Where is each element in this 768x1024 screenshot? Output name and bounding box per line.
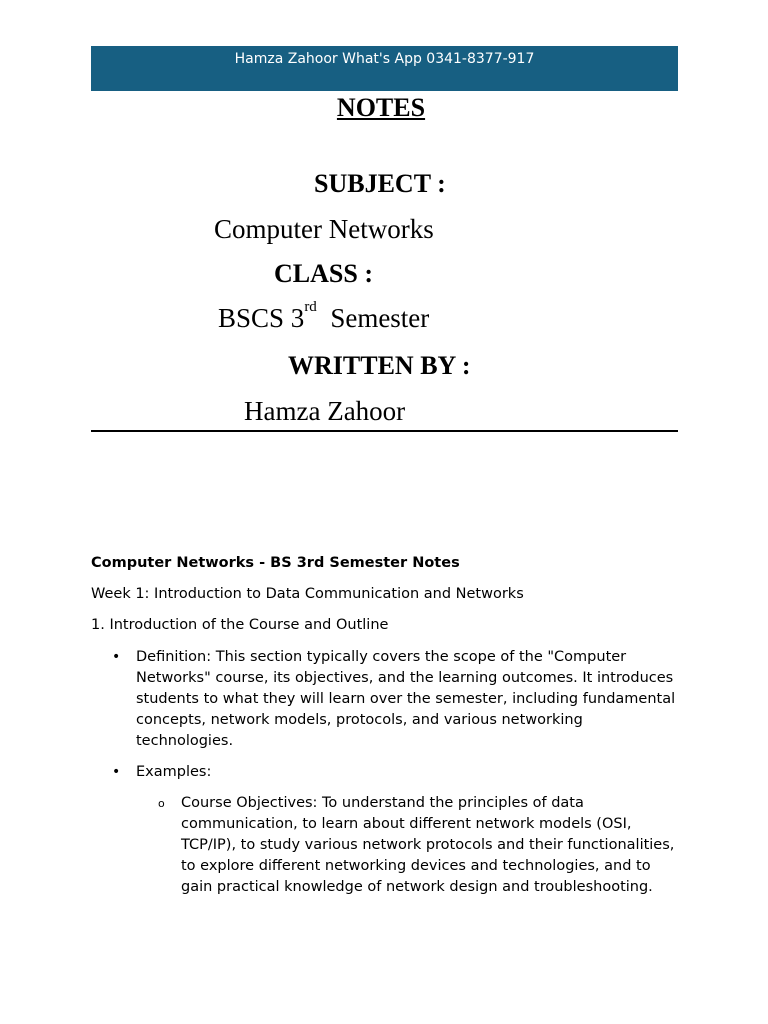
class-value-superscript: rd xyxy=(304,299,317,315)
written-by-label: WRITTEN BY : xyxy=(288,351,471,380)
week-title: Week 1: Introduction to Data Communication and Networks xyxy=(91,586,524,602)
bullet-marker: • xyxy=(112,649,121,665)
banner-text: Hamza Zahoor What's App 0341-8377-917 xyxy=(234,51,535,67)
class-label: CLASS : xyxy=(274,259,373,288)
written-by-value: Hamza Zahoor xyxy=(244,396,406,426)
cover-divider xyxy=(91,430,678,432)
examples-bullet: Examples: xyxy=(136,764,212,780)
class-value xyxy=(218,299,430,334)
section-title: 1. Introduction of the Course and Outline xyxy=(91,617,389,633)
subject-value: Computer Networks xyxy=(214,214,434,244)
class-value-prefix: BSCS 3 xyxy=(218,303,305,333)
bullet-marker: • xyxy=(112,764,121,780)
class-value-suffix: Semester xyxy=(330,303,430,333)
notes-title: NOTES xyxy=(336,93,426,122)
course-objectives-bullet: Course Objectives: To understand the principles of data communication, to learn about different network models (OSI, TCP/IP), to study various network protocols and their functionalities, to explore different networking devices and technologies, and to gain practical knowledge of network design and troubleshooting. xyxy=(181,795,675,895)
header-banner xyxy=(91,46,678,91)
definition-bullet: Definition: This section typically covers the scope of the "Computer Networks" course, its objectives, and the learning outcomes. It introduces students to what they will learn over the semester, including fundamental concepts, network models, protocols, and various networking technologies. xyxy=(136,649,676,749)
sub-bullet-marker: o xyxy=(158,797,165,810)
subject-label: SUBJECT : xyxy=(314,169,446,198)
notes-heading: Computer Networks - BS 3rd Semester Notes xyxy=(91,555,460,571)
